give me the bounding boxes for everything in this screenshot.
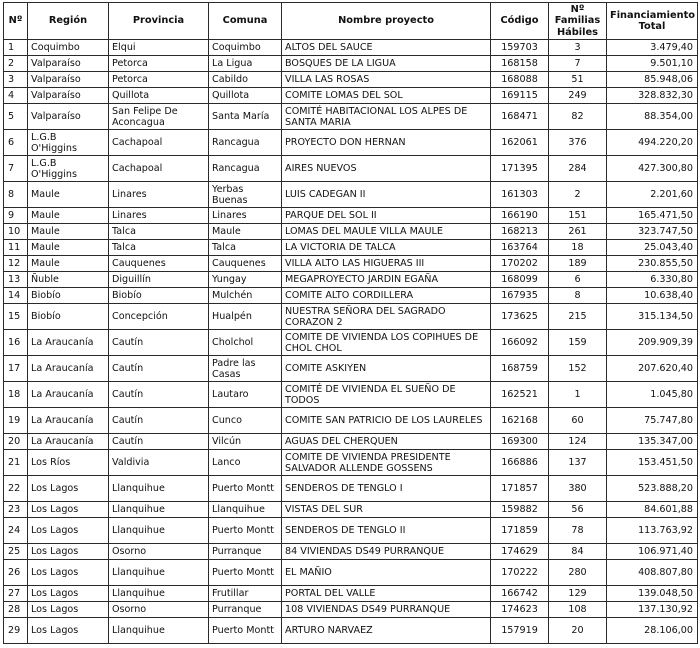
codigo-cell: 171859 — [491, 518, 549, 544]
financiamiento-cell: 10.638,40 — [607, 288, 698, 304]
row-number: 20 — [4, 434, 28, 450]
financiamiento-cell: 153.451,50 — [607, 450, 698, 476]
project-name-cell: VILLA ALTO LAS HIGUERAS III — [282, 256, 491, 272]
provincia-cell: Osorno — [109, 602, 209, 618]
codigo-cell: 159882 — [491, 502, 549, 518]
document-table-container — [3, 2, 698, 644]
header-familias: Nº Familias Hábiles — [549, 3, 607, 40]
provincia-cell: Llanquihue — [109, 586, 209, 602]
row-number: 29 — [4, 618, 28, 644]
project-name-cell: LUIS CADEGAN II — [282, 182, 491, 208]
row-number: 7 — [4, 156, 28, 182]
table-row — [4, 586, 698, 602]
header-nombre-proyecto: Nombre proyecto — [282, 3, 491, 40]
codigo-cell: 167935 — [491, 288, 549, 304]
row-number: 14 — [4, 288, 28, 304]
codigo-cell: 166190 — [491, 208, 549, 224]
comuna-cell: Cauquenes — [209, 256, 282, 272]
project-name-cell: BOSQUES DE LA LIGUA — [282, 56, 491, 72]
comuna-cell: Linares — [209, 208, 282, 224]
table-row — [4, 502, 698, 518]
row-number: 15 — [4, 304, 28, 330]
codigo-cell: 174629 — [491, 544, 549, 560]
table-row — [4, 208, 698, 224]
region-cell: La Araucanía — [28, 408, 109, 434]
row-number: 1 — [4, 40, 28, 56]
codigo-cell: 166742 — [491, 586, 549, 602]
familias-cell: 3 — [549, 40, 607, 56]
project-name-cell: VISTAS DEL SUR — [282, 502, 491, 518]
header-no: Nº — [4, 3, 28, 40]
project-name-cell: COMITE DE VIVIENDA PRESIDENTE SALVADOR ALLENDE GOSSENS — [282, 450, 491, 476]
familias-cell: 261 — [549, 224, 607, 240]
region-cell: Los Lagos — [28, 544, 109, 560]
row-number: 18 — [4, 382, 28, 408]
project-name-cell: ARTURO NARVAEZ — [282, 618, 491, 644]
provincia-cell: San Felipe De Aconcagua — [109, 104, 209, 130]
region-cell: La Araucanía — [28, 356, 109, 382]
project-name-cell: NUESTRA SEÑORA DEL SAGRADO CORAZON 2 — [282, 304, 491, 330]
table-row — [4, 224, 698, 240]
codigo-cell: 170222 — [491, 560, 549, 586]
header-codigo: Código — [491, 3, 549, 40]
familias-cell: 60 — [549, 408, 607, 434]
comuna-cell: La Ligua — [209, 56, 282, 72]
familias-cell: 108 — [549, 602, 607, 618]
table-row — [4, 330, 698, 356]
comuna-cell: Cholchol — [209, 330, 282, 356]
region-cell: Ñuble — [28, 272, 109, 288]
region-cell: Los Lagos — [28, 618, 109, 644]
familias-cell: 1 — [549, 382, 607, 408]
familias-cell: 78 — [549, 518, 607, 544]
table-row — [4, 40, 698, 56]
table-row — [4, 434, 698, 450]
row-number: 17 — [4, 356, 28, 382]
row-number: 16 — [4, 330, 28, 356]
project-name-cell: VILLA LAS ROSAS — [282, 72, 491, 88]
comuna-cell: Yungay — [209, 272, 282, 288]
table-row — [4, 618, 698, 644]
table-row — [4, 476, 698, 502]
financiamiento-cell: 84.601,88 — [607, 502, 698, 518]
project-name-cell: 108 VIVIENDAS DS49 PURRANQUE — [282, 602, 491, 618]
table-row — [4, 240, 698, 256]
comuna-cell: Hualpén — [209, 304, 282, 330]
table-row — [4, 602, 698, 618]
provincia-cell: Cachapoal — [109, 156, 209, 182]
comuna-cell: Rancagua — [209, 130, 282, 156]
provincia-cell: Cautín — [109, 434, 209, 450]
financiamiento-cell: 523.888,20 — [607, 476, 698, 502]
row-number: 27 — [4, 586, 28, 602]
comuna-cell: Padre las Casas — [209, 356, 282, 382]
codigo-cell: 171395 — [491, 156, 549, 182]
row-number: 4 — [4, 88, 28, 104]
codigo-cell: 173625 — [491, 304, 549, 330]
codigo-cell: 169300 — [491, 434, 549, 450]
financiamiento-cell: 75.747,80 — [607, 408, 698, 434]
comuna-cell: Puerto Montt — [209, 518, 282, 544]
row-number: 22 — [4, 476, 28, 502]
comuna-cell: Puerto Montt — [209, 560, 282, 586]
financiamiento-cell: 28.106,00 — [607, 618, 698, 644]
region-cell: Maule — [28, 256, 109, 272]
familias-cell: 280 — [549, 560, 607, 586]
region-cell: La Araucanía — [28, 434, 109, 450]
project-name-cell: PARQUE DEL SOL II — [282, 208, 491, 224]
table-row — [4, 156, 698, 182]
row-number: 25 — [4, 544, 28, 560]
region-cell: L.G.B O'Higgins — [28, 130, 109, 156]
familias-cell: 7 — [549, 56, 607, 72]
region-cell: La Araucanía — [28, 330, 109, 356]
table-row — [4, 182, 698, 208]
project-name-cell: COMITE ALTO CORDILLERA — [282, 288, 491, 304]
row-number: 24 — [4, 518, 28, 544]
provincia-cell: Llanquihue — [109, 560, 209, 586]
codigo-cell: 168213 — [491, 224, 549, 240]
header-financiamiento: Financiamiento Total — [607, 3, 698, 40]
region-cell: Los Lagos — [28, 602, 109, 618]
project-name-cell: PROYECTO DON HERNAN — [282, 130, 491, 156]
comuna-cell: Rancagua — [209, 156, 282, 182]
region-cell: Los Lagos — [28, 518, 109, 544]
project-name-cell: LOMAS DEL MAULE VILLA MAULE — [282, 224, 491, 240]
provincia-cell: Valdivia — [109, 450, 209, 476]
provincia-cell: Biobío — [109, 288, 209, 304]
provincia-cell: Llanquihue — [109, 502, 209, 518]
financiamiento-cell: 494.220,20 — [607, 130, 698, 156]
familias-cell: 51 — [549, 72, 607, 88]
codigo-cell: 168088 — [491, 72, 549, 88]
financiamiento-cell: 1.045,80 — [607, 382, 698, 408]
comuna-cell: Puerto Montt — [209, 476, 282, 502]
provincia-cell: Petorca — [109, 72, 209, 88]
project-name-cell: COMITE ASKIYEN — [282, 356, 491, 382]
codigo-cell: 174623 — [491, 602, 549, 618]
project-name-cell: COMITÉ HABITACIONAL LOS ALPES DE SANTA MARIA — [282, 104, 491, 130]
table-row — [4, 130, 698, 156]
region-cell: Biobío — [28, 304, 109, 330]
table-body — [4, 40, 698, 644]
project-name-cell: 84 VIVIENDAS DS49 PURRANQUE — [282, 544, 491, 560]
table-header-row — [4, 3, 698, 40]
codigo-cell: 168759 — [491, 356, 549, 382]
row-number: 12 — [4, 256, 28, 272]
table-row — [4, 72, 698, 88]
provincia-cell: Talca — [109, 240, 209, 256]
codigo-cell: 162061 — [491, 130, 549, 156]
table-row — [4, 560, 698, 586]
region-cell: Valparaíso — [28, 72, 109, 88]
financiamiento-cell: 9.501,10 — [607, 56, 698, 72]
row-number: 5 — [4, 104, 28, 130]
table-row — [4, 56, 698, 72]
familias-cell: 380 — [549, 476, 607, 502]
codigo-cell: 168099 — [491, 272, 549, 288]
comuna-cell: Vilcún — [209, 434, 282, 450]
row-number: 9 — [4, 208, 28, 224]
table-row — [4, 408, 698, 434]
provincia-cell: Osorno — [109, 544, 209, 560]
project-name-cell: AGUAS DEL CHERQUEN — [282, 434, 491, 450]
provincia-cell: Talca — [109, 224, 209, 240]
region-cell: Maule — [28, 208, 109, 224]
region-cell: Los Ríos — [28, 450, 109, 476]
region-cell: Los Lagos — [28, 586, 109, 602]
familias-cell: 20 — [549, 618, 607, 644]
region-cell: Maule — [28, 182, 109, 208]
financiamiento-cell: 6.330,80 — [607, 272, 698, 288]
familias-cell: 8 — [549, 288, 607, 304]
familias-cell: 6 — [549, 272, 607, 288]
provincia-cell: Diguillín — [109, 272, 209, 288]
region-cell: La Araucanía — [28, 382, 109, 408]
row-number: 26 — [4, 560, 28, 586]
comuna-cell: Yerbas Buenas — [209, 182, 282, 208]
region-cell: Los Lagos — [28, 502, 109, 518]
financiamiento-cell: 3.479,40 — [607, 40, 698, 56]
project-name-cell: COMITE LOMAS DEL SOL — [282, 88, 491, 104]
header-region: Región — [28, 3, 109, 40]
table-row — [4, 256, 698, 272]
provincia-cell: Cautín — [109, 382, 209, 408]
comuna-cell: Cabildo — [209, 72, 282, 88]
project-name-cell: SENDEROS DE TENGLO I — [282, 476, 491, 502]
familias-cell: 215 — [549, 304, 607, 330]
familias-cell: 18 — [549, 240, 607, 256]
provincia-cell: Llanquihue — [109, 518, 209, 544]
provincia-cell: Cautín — [109, 408, 209, 434]
financiamiento-cell: 113.763,92 — [607, 518, 698, 544]
financiamiento-cell: 137.130,92 — [607, 602, 698, 618]
table-row — [4, 356, 698, 382]
project-name-cell: EL MAÑIO — [282, 560, 491, 586]
financiamiento-cell: 328.832,30 — [607, 88, 698, 104]
project-name-cell: SENDEROS DE TENGLO II — [282, 518, 491, 544]
financiamiento-cell: 209.909,39 — [607, 330, 698, 356]
provincia-cell: Petorca — [109, 56, 209, 72]
provincia-cell: Cautín — [109, 356, 209, 382]
table-row — [4, 104, 698, 130]
projects-table — [3, 2, 698, 644]
project-name-cell: ALTOS DEL SAUCE — [282, 40, 491, 56]
provincia-cell: Llanquihue — [109, 476, 209, 502]
region-cell: Maule — [28, 224, 109, 240]
comuna-cell: Quillota — [209, 88, 282, 104]
codigo-cell: 170202 — [491, 256, 549, 272]
financiamiento-cell: 230.855,50 — [607, 256, 698, 272]
region-cell: Valparaíso — [28, 88, 109, 104]
table-row — [4, 544, 698, 560]
comuna-cell: Lautaro — [209, 382, 282, 408]
row-number: 21 — [4, 450, 28, 476]
familias-cell: 82 — [549, 104, 607, 130]
financiamiento-cell: 408.807,80 — [607, 560, 698, 586]
row-number: 3 — [4, 72, 28, 88]
row-number: 28 — [4, 602, 28, 618]
header-provincia: Provincia — [109, 3, 209, 40]
financiamiento-cell: 25.043,40 — [607, 240, 698, 256]
codigo-cell: 159703 — [491, 40, 549, 56]
comuna-cell: Mulchén — [209, 288, 282, 304]
familias-cell: 124 — [549, 434, 607, 450]
project-name-cell: COMITÉ DE VIVIENDA EL SUEÑO DE TODOS — [282, 382, 491, 408]
region-cell: Los Lagos — [28, 476, 109, 502]
provincia-cell: Linares — [109, 182, 209, 208]
familias-cell: 151 — [549, 208, 607, 224]
region-cell: Biobío — [28, 288, 109, 304]
provincia-cell: Quillota — [109, 88, 209, 104]
codigo-cell: 162521 — [491, 382, 549, 408]
financiamiento-cell: 315.134,50 — [607, 304, 698, 330]
comuna-cell: Purranque — [209, 602, 282, 618]
familias-cell: 152 — [549, 356, 607, 382]
project-name-cell: AIRES NUEVOS — [282, 156, 491, 182]
financiamiento-cell: 106.971,40 — [607, 544, 698, 560]
table-row — [4, 518, 698, 544]
codigo-cell: 166092 — [491, 330, 549, 356]
codigo-cell: 161303 — [491, 182, 549, 208]
provincia-cell: Concepción — [109, 304, 209, 330]
comuna-cell: Frutillar — [209, 586, 282, 602]
project-name-cell: MEGAPROYECTO JARDIN EGAÑA — [282, 272, 491, 288]
region-cell: Coquimbo — [28, 40, 109, 56]
region-cell: Valparaíso — [28, 56, 109, 72]
comuna-cell: Llanquihue — [209, 502, 282, 518]
comuna-cell: Santa María — [209, 104, 282, 130]
comuna-cell: Talca — [209, 240, 282, 256]
provincia-cell: Cautín — [109, 330, 209, 356]
codigo-cell: 166886 — [491, 450, 549, 476]
row-number: 10 — [4, 224, 28, 240]
codigo-cell: 171857 — [491, 476, 549, 502]
financiamiento-cell: 135.347,00 — [607, 434, 698, 450]
financiamiento-cell: 165.471,50 — [607, 208, 698, 224]
project-name-cell: COMITE DE VIVIENDA LOS COPIHUES DE CHOL CHOL — [282, 330, 491, 356]
familias-cell: 249 — [549, 88, 607, 104]
familias-cell: 2 — [549, 182, 607, 208]
codigo-cell: 157919 — [491, 618, 549, 644]
comuna-cell: Maule — [209, 224, 282, 240]
familias-cell: 376 — [549, 130, 607, 156]
familias-cell: 129 — [549, 586, 607, 602]
row-number: 2 — [4, 56, 28, 72]
familias-cell: 159 — [549, 330, 607, 356]
codigo-cell: 168158 — [491, 56, 549, 72]
codigo-cell: 163764 — [491, 240, 549, 256]
financiamiento-cell: 427.300,80 — [607, 156, 698, 182]
financiamiento-cell: 323.747,50 — [607, 224, 698, 240]
financiamiento-cell: 207.620,40 — [607, 356, 698, 382]
provincia-cell: Cachapoal — [109, 130, 209, 156]
row-number: 13 — [4, 272, 28, 288]
familias-cell: 137 — [549, 450, 607, 476]
table-row — [4, 88, 698, 104]
table-row — [4, 272, 698, 288]
project-name-cell: COMITE SAN PATRICIO DE LOS LAURELES — [282, 408, 491, 434]
project-name-cell: PORTAL DEL VALLE — [282, 586, 491, 602]
table-row — [4, 288, 698, 304]
financiamiento-cell: 88.354,00 — [607, 104, 698, 130]
codigo-cell: 169115 — [491, 88, 549, 104]
table-row — [4, 450, 698, 476]
comuna-cell: Puerto Montt — [209, 618, 282, 644]
row-number: 19 — [4, 408, 28, 434]
table-row — [4, 304, 698, 330]
provincia-cell: Cauquenes — [109, 256, 209, 272]
region-cell: Maule — [28, 240, 109, 256]
region-cell: Valparaíso — [28, 104, 109, 130]
provincia-cell: Elqui — [109, 40, 209, 56]
row-number: 23 — [4, 502, 28, 518]
financiamiento-cell: 85.948,06 — [607, 72, 698, 88]
table-row — [4, 382, 698, 408]
financiamiento-cell: 139.048,50 — [607, 586, 698, 602]
familias-cell: 56 — [549, 502, 607, 518]
familias-cell: 189 — [549, 256, 607, 272]
region-cell: Los Lagos — [28, 560, 109, 586]
header-comuna: Comuna — [209, 3, 282, 40]
comuna-cell: Coquimbo — [209, 40, 282, 56]
familias-cell: 284 — [549, 156, 607, 182]
row-number: 11 — [4, 240, 28, 256]
comuna-cell: Purranque — [209, 544, 282, 560]
row-number: 6 — [4, 130, 28, 156]
provincia-cell: Linares — [109, 208, 209, 224]
provincia-cell: Llanquihue — [109, 618, 209, 644]
project-name-cell: LA VICTORIA DE TALCA — [282, 240, 491, 256]
region-cell: L.G.B O'Higgins — [28, 156, 109, 182]
row-number: 8 — [4, 182, 28, 208]
codigo-cell: 162168 — [491, 408, 549, 434]
familias-cell: 84 — [549, 544, 607, 560]
codigo-cell: 168471 — [491, 104, 549, 130]
comuna-cell: Cunco — [209, 408, 282, 434]
comuna-cell: Lanco — [209, 450, 282, 476]
financiamiento-cell: 2.201,60 — [607, 182, 698, 208]
